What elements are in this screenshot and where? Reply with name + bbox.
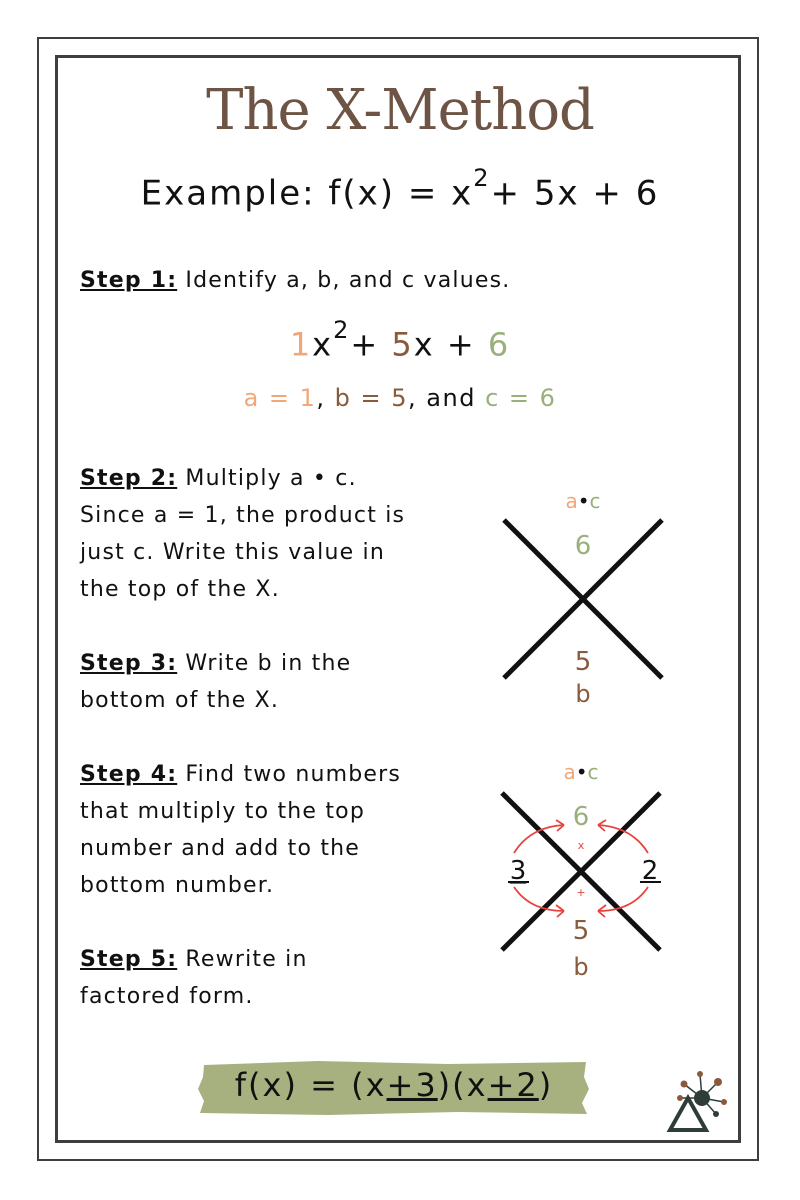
step3-line2: bottom of the X.: [80, 688, 280, 713]
final-pre: f(x) = (x: [234, 1066, 387, 1104]
step5-label: Step 5:: [80, 947, 178, 972]
final-post: ): [538, 1066, 554, 1104]
step2-line3: just c. Write this value in: [80, 540, 385, 565]
x2-bottom-value: 5: [572, 916, 590, 946]
step3-label: Step 3:: [80, 651, 178, 676]
x1-top-value: 6: [574, 531, 592, 561]
x1-b-label: b: [575, 680, 591, 708]
step5: [80, 941, 308, 1015]
step2-line4: the top of the X.: [80, 577, 280, 602]
step4-line4: bottom number.: [80, 873, 275, 898]
x1-bottom-value: 5: [574, 647, 592, 677]
example-suffix: + 5x + 6: [490, 173, 660, 214]
step4: [80, 756, 401, 904]
abc-values: [0, 384, 800, 412]
step5-line2: factored form.: [80, 984, 254, 1009]
x2-top-value: 6: [572, 802, 590, 832]
example-power: 2: [473, 164, 491, 192]
eq-power: 2: [333, 316, 351, 344]
step2-line1: Multiply a • c.: [177, 466, 357, 491]
x2-b-label: b: [573, 953, 589, 981]
page-title: The X-Method: [206, 78, 594, 143]
brand-logo: [660, 1064, 730, 1134]
x2-ac-label: a•c: [563, 760, 599, 784]
value-a: a = 1: [243, 384, 317, 412]
final-mid: )(x: [437, 1066, 488, 1104]
step2-label: Step 2:: [80, 466, 178, 491]
coef-b: 5: [391, 325, 414, 364]
x2-times-sign: x: [577, 839, 585, 852]
values-sep2: , and: [408, 384, 486, 412]
step3-line1: Write b in the: [177, 651, 352, 676]
example-prefix: Example: f(x) = x: [140, 173, 474, 214]
step1: [80, 262, 510, 299]
step3: [80, 645, 351, 719]
eq-x2: x: [312, 325, 334, 364]
coef-a: 1: [289, 325, 313, 364]
abc-equation: [0, 316, 800, 364]
x1-ac-label: a•c: [565, 489, 601, 513]
step1-label: Step 1:: [80, 268, 178, 293]
eq-plus: +: [350, 325, 392, 364]
step2: [80, 460, 405, 608]
values-sep1: ,: [316, 384, 335, 412]
eq-x: x +: [413, 325, 488, 364]
step4-line1: Find two numbers: [177, 762, 402, 787]
value-c: c = 6: [485, 384, 557, 412]
final-factor-1: +3: [386, 1066, 438, 1104]
example-equation: [0, 164, 800, 214]
final-answer: [198, 1066, 590, 1104]
coef-c: 6: [487, 325, 511, 364]
x-diagram-2: [480, 755, 690, 985]
step2-line2: Since a = 1, the product is: [80, 503, 406, 528]
step4-label: Step 4:: [80, 762, 178, 787]
final-factor-2: +2: [487, 1066, 539, 1104]
step1-text: Identify a, b, and c values.: [177, 268, 511, 293]
x2-plus-sign: +: [576, 886, 586, 899]
step5-line1: Rewrite in: [177, 947, 308, 972]
x-diagram-1: [480, 480, 690, 710]
step4-line3: number and add to the: [80, 836, 361, 861]
step4-line2: that multiply to the top: [80, 799, 366, 824]
x2-left-factor: 3: [509, 856, 527, 886]
x2-right-factor: 2: [641, 856, 659, 886]
value-b: b = 5: [334, 384, 409, 412]
